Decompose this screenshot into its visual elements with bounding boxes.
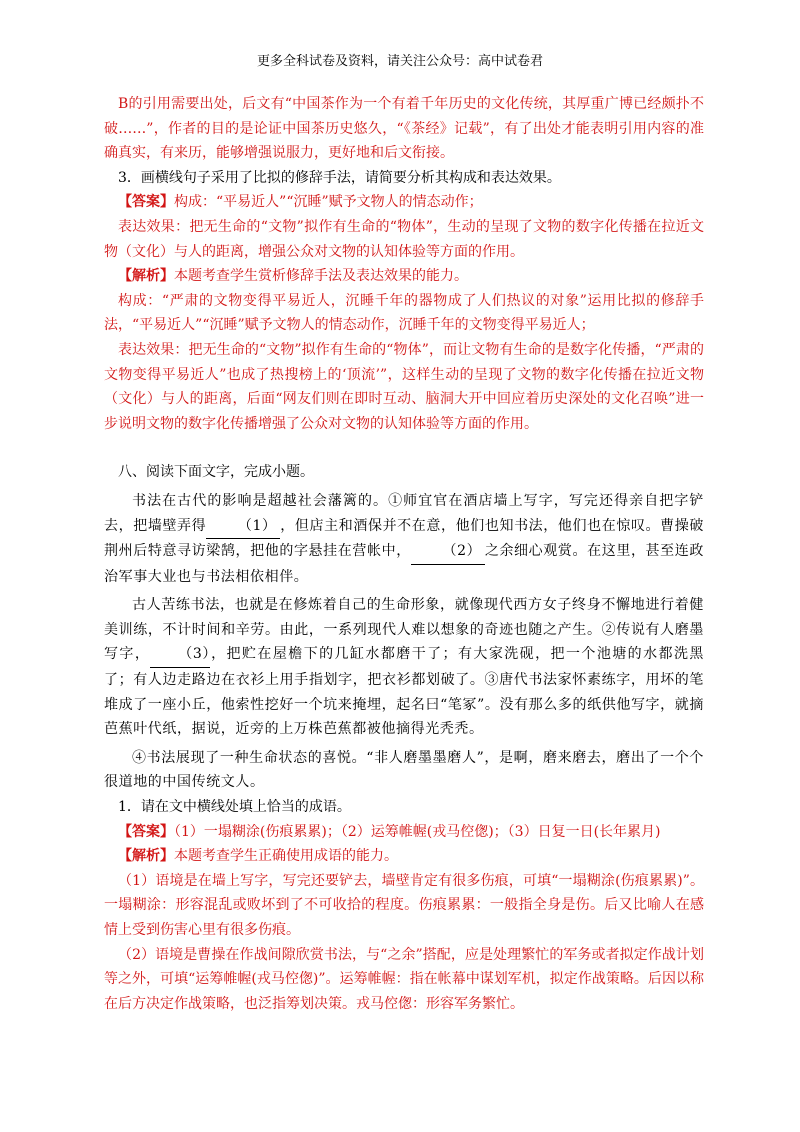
analysis-idioms bbox=[104, 844, 704, 869]
answer-tag: 【答案】 bbox=[118, 823, 174, 840]
reading-paragraph-3: ④书法展现了一种生命状态的喜悦。“非人磨墨墨磨人”，是啊，磨来磨去，磨出了一个个很道地的中国传统文人。 bbox=[104, 749, 704, 791]
answer-paragraph-citation: B的引用需要出处，后文有“中国茶作为一个有着千年历史的文化传统，其厚重广博已经颇扑不破……”，作者的目的是论证中国茶历史悠久，“《茶经》记载”，有了出处才能表明引用内容的准确真实，有来历，能够增强说服力，更好地和后文衔接。 bbox=[104, 96, 704, 162]
answer-idioms bbox=[104, 820, 704, 845]
page-header: 更多全科试卷及资料，请关注公众号：高中试卷君 bbox=[256, 54, 543, 69]
analysis-intro: 本题考查学生赏析修辞手法及表达效果的能力。 bbox=[174, 268, 468, 285]
analysis-line-1 bbox=[104, 264, 704, 289]
answer-tag: 【答案】 bbox=[118, 194, 174, 211]
section-gap bbox=[104, 436, 704, 460]
reading-text: 之余细心观赏。在这里，甚至连政治军事大业也与书法相依相伴。 bbox=[104, 543, 704, 585]
blank-1: （1） bbox=[206, 514, 280, 540]
answer-effect: 表达效果：把无生命的“文物”拟作有生命的“物体”，生动的呈现了文物的数字化传播在拉近文物（文化）与人的距离，增强公众对文物的认知体验等方面的作用。 bbox=[104, 218, 704, 260]
question-3: 3．画横线句子采用了比拟的修辞手法，请简要分析其构成和表达效果。 bbox=[118, 169, 561, 186]
blank-3: （3） bbox=[150, 642, 210, 668]
analysis-blank-2: （2）语境是曹操在作战间隙欣赏书法，与“之余”搭配，应是处理繁忙的军务或者拟定作战计划等之外，可填“运筹帷幄(戎马倥偬)”。运筹帷幄：指在帐幕中谋划军机，拟定作战策略。后因以称在后方决定作战策略，也泛指筹划决策。戎马倥偬：形容军务繁忙。 bbox=[104, 946, 704, 1012]
blank-2: （2） bbox=[411, 539, 485, 565]
section-8-title: 八、阅读下面文字，完成小题。 bbox=[118, 464, 314, 481]
reading-text: 古人苦练书法，也就是在修炼着自己的生命形象，就像现代西方女子终身不懈地进行着健美训练，不计时间和辛劳。由此，一系列现代人难以想象的奇迹也随之产生。②传说有人磨墨写字， bbox=[104, 597, 704, 663]
analysis-effect: 表达效果：把无生命的“文物”拟作有生命的“物体”，而让文物有生命的是数字化传播，“严肃的文物变得平易近人”也成了热搜榜上的‘顶流’”，这样生动的呈现了文物的数字化传播在拉近文物（文化）与人的距离，后面“网友们则在即时互动、脑洞大开中回应着历史深处的文化召唤”进一步说明文物的数字化传播增强了公众对文物的认知体验等方面的作用。 bbox=[104, 341, 704, 432]
analysis-tag: 【解析】 bbox=[118, 848, 174, 865]
answer-idioms-text: （1）一塌糊涂(伤痕累累)；（2）运筹帷幄(戎马倥偬)；（3）日复一日(长年累月) bbox=[174, 823, 661, 840]
document-content bbox=[104, 92, 704, 1016]
question-1: 1．请在文中横线处填上恰当的成语。 bbox=[118, 799, 351, 816]
analysis-structure: 构成：“严肃的文物变得平易近人，沉睡千年的器物成了人们热议的对象”运用比拟的修辞手法，“平易近人”“沉睡”赋予文物人的情态动作，沉睡千年的文物变得平易近人； bbox=[104, 292, 704, 334]
reading-paragraph-1 bbox=[104, 489, 704, 589]
analysis-tag: 【解析】 bbox=[118, 268, 174, 285]
reading-paragraph-2 bbox=[104, 593, 704, 742]
reading-text: ，把贮在屋檐下的几缸水都磨干了；有大家洗砚，把一个池塘的水都洗黑了；有人边走路边在衣衫上用手指划字，把衣衫都划破了。③唐代书法家怀素练字，用坏的笔堆成了一座小丘，他索性挖好一个坑来掩埋，起名曰“笔冢”。没有那么多的纸供他写字，就摘芭蕉叶代纸，据说，近旁的上万株芭蕉都被他摘得光秃秃。 bbox=[104, 646, 704, 738]
reading-text: ，但店主和酒保并不在意，他们也知书法，他们也在惊叹。曹操破荆州后特意寻访梁鹄，把他的字悬挂在营帐中， bbox=[104, 517, 704, 560]
answer-line-1 bbox=[104, 190, 704, 215]
analysis-idioms-intro: 本题考查学生正确使用成语的能力。 bbox=[174, 848, 398, 865]
reading-text: 书法在古代的影响是超越社会藩篱的。①师宜官在酒店墙上写字，写完还得亲自把字铲去，把墙壁弄得 bbox=[104, 492, 704, 534]
answer-structure: 构成：“平易近人”“沉睡”赋予文物人的情态动作； bbox=[174, 194, 483, 211]
analysis-blank-1: （1）语境是在墙上写字，写完还要铲去，墙壁肯定有很多伤痕，可填“一塌糊涂(伤痕累累)”。一塌糊涂：形容混乱或败坏到了不可收拾的程度。伤痕累累：一般指全身是伤。后又比喻人在感情上受到伤害心里有很多伤痕。 bbox=[104, 872, 704, 938]
